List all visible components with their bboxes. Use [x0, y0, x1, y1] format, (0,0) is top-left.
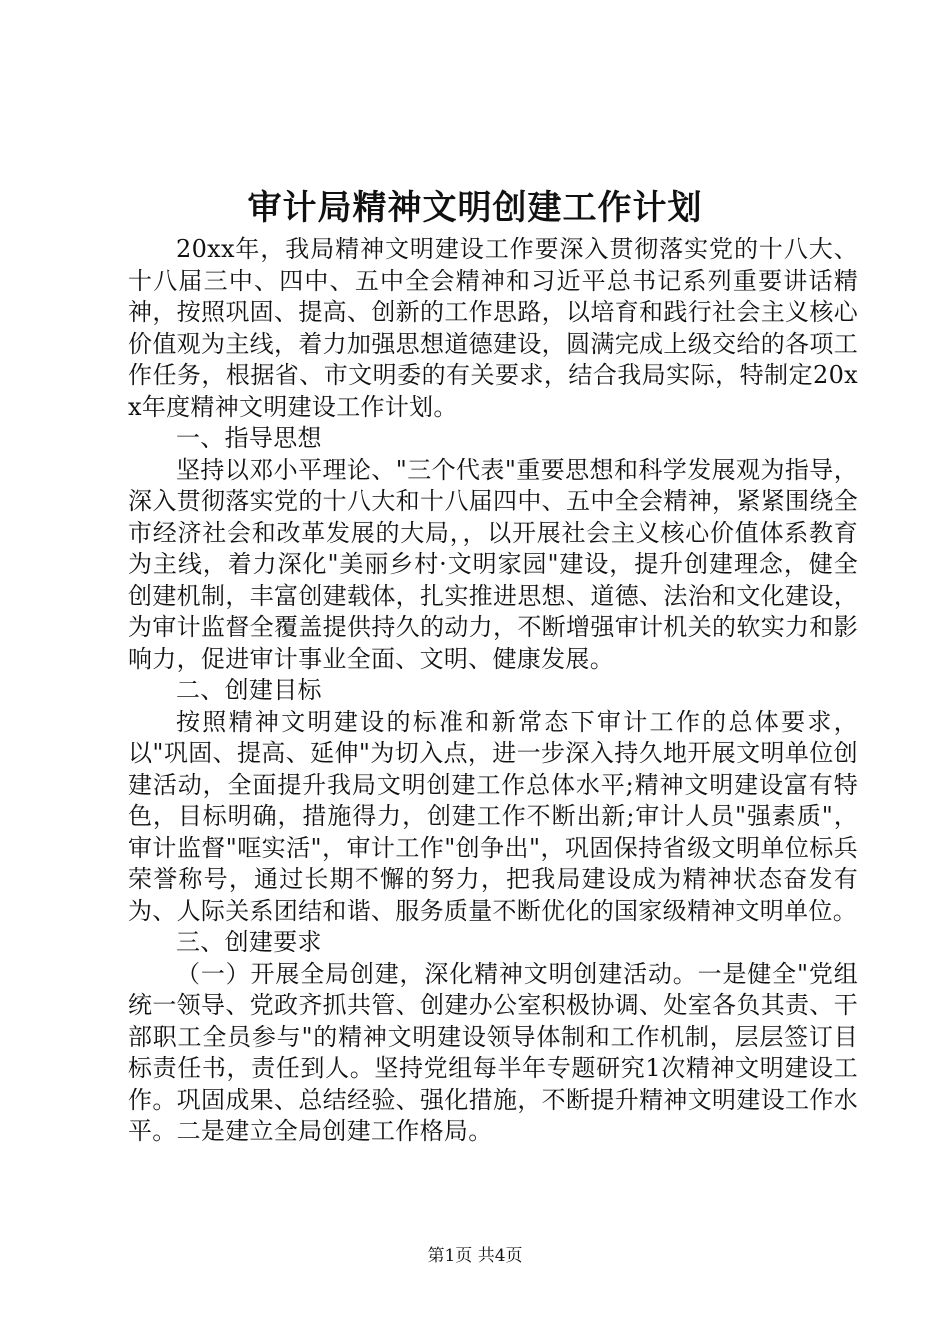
requirements-paragraph: （一）开展全局创建，深化精神文明创建活动。一是健全"党组统一领导、党政齐抓共管、创建办公室积极协调、处室各负其责、干部职工全员参与"的精神文明建设领导体制和工作机制，层层签订目标责任书，责任到人。坚持党组每半年专题研究1次精神文明建设工作。巩固成果、总结经验、强化措施，不断提升精神文明建设工作水平。二是建立全局创建工作格局。	[128, 959, 858, 1145]
intro-paragraph: 20xx年，我局精神文明建设工作要深入贯彻落实党的十八大、十八届三中、四中、五中全会精神和习近平总书记系列重要讲话精神，按照巩固、提高、创新的工作思路，以培育和践行社会主义核心价值观为主线，着力加强思想道德建设，圆满完成上级交给的各项工作任务，根据省、市文明委的有关要求，结合我局实际，特制定20xx年度精神文明建设工作计划。	[128, 235, 858, 421]
guiding-thought-paragraph: 坚持以邓小平理论、"三个代表"重要思想和科学发展观为指导，深入贯彻落实党的十八大和十八届四中、五中全会精神，紧紧围绕全市经济社会和改革发展的大局，，以开展社会主义核心价值体系教育为主线，着力深化"美丽乡村·文明家园"建设，提升创建理念，健全创建机制，丰富创建载体，扎实推进思想、道德、法治和文化建设，为审计监督全覆盖提供持久的动力，不断增强审计机关的软实力和影响力，促进审计事业全面、文明、健康发展。	[128, 455, 858, 673]
section-heading-goals: 二、创建目标	[176, 676, 322, 704]
document-body	[128, 234, 858, 1148]
goals-paragraph: 按照精神文明建设的标准和新常态下审计工作的总体要求，以"巩固、提高、延伸"为切入点，进一步深入持久地开展文明单位创建活动，全面提升我局文明创建工作总体水平;精神文明建设富有特色，目标明确，措施得力，创建工作不断出新;审计人员"强素质"，审计监督"哐实活"，审计工作"创争出"，巩固保持省级文明单位标兵荣誉称号，通过长期不懈的努力，把我局建设成为精神状态奋发有为、人际关系团结和谐、服务质量不断优化的国家级精神文明单位。	[128, 707, 858, 925]
page-title: 审计局精神文明创建工作计划	[247, 188, 703, 228]
page-footer: 第1页 共4页	[427, 1246, 523, 1266]
section-heading-guiding-thought: 一、指导思想	[176, 424, 322, 452]
section-heading-requirements: 三、创建要求	[176, 928, 322, 956]
